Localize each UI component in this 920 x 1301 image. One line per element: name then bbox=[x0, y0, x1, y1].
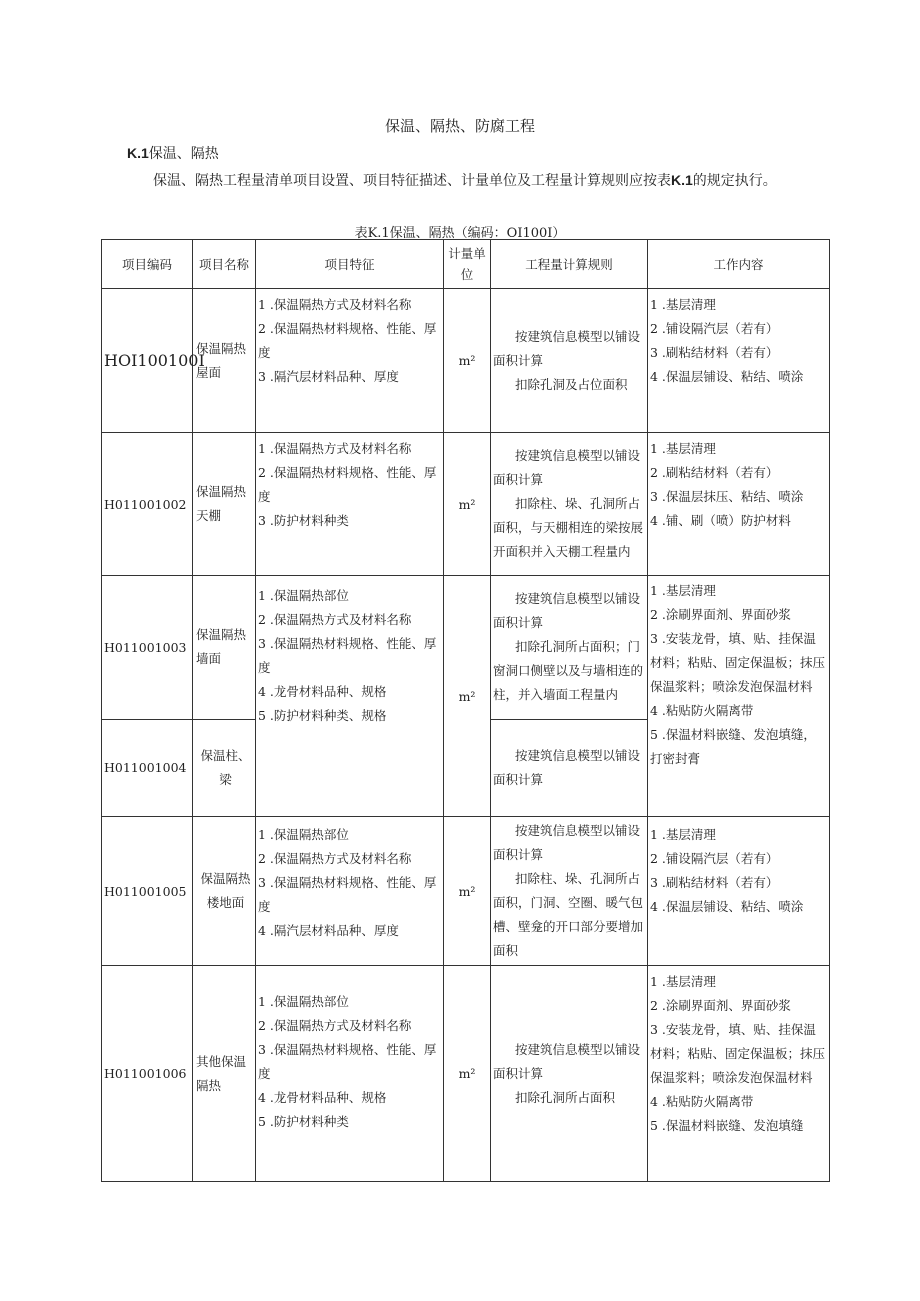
work-line: 3 .安装龙骨，填、贴、挂保温材料；粘贴、固定保温板；抹压保温浆料；喷涂发泡保温材料 bbox=[650, 631, 826, 694]
item-work bbox=[648, 817, 830, 966]
item-features bbox=[256, 289, 444, 433]
intro-paragraph bbox=[117, 168, 832, 194]
item-code: H011001006 bbox=[102, 966, 193, 1182]
work-line: 4 .粘贴防火隔离带 bbox=[650, 1093, 754, 1109]
item-unit: m² bbox=[444, 576, 491, 817]
feature-line: 1 .保温隔热部位 bbox=[258, 993, 349, 1009]
header-features: 项目特征 bbox=[256, 240, 444, 289]
work-line: 2 .铺设隔汽层（若有） bbox=[650, 850, 779, 866]
work-line: 5 .保温材料嵌缝、发泡填缝，打密封膏 bbox=[650, 727, 816, 766]
feature-line: 2 .保温隔热方式及材料名称 bbox=[258, 612, 412, 627]
rule-line: 扣除柱、垛、孔洞所占面积，与天棚相连的梁按展开面积并入天棚工程量内 bbox=[493, 496, 644, 559]
feature-line: 2 .保温隔热材料规格、性能、厚度 bbox=[258, 320, 437, 360]
header-unit: 计量单位 bbox=[444, 240, 491, 289]
item-name: 保温隔热楼地面 bbox=[193, 817, 256, 966]
work-line: 3 .刷粘结材料（若有） bbox=[650, 344, 779, 360]
item-name: 其他保温隔热 bbox=[193, 966, 256, 1182]
work-line: 5 .保温材料嵌缝、发泡填缝 bbox=[650, 1117, 804, 1133]
work-line: 3 .保温层抹压、粘结、喷涂 bbox=[650, 488, 804, 504]
item-name: 保温隔热墙面 bbox=[193, 576, 256, 720]
feature-line: 4 .龙骨材料品种、规格 bbox=[258, 1089, 387, 1105]
feature-line: 3 .保温隔热材料规格、性能、厚度 bbox=[258, 1041, 437, 1081]
work-line: 1 .基层清理 bbox=[650, 440, 716, 456]
work-line: 4 .粘贴防火隔离带 bbox=[650, 703, 754, 718]
rule-line: 扣除孔洞及占位面积 bbox=[515, 376, 628, 392]
header-rule: 工程量计算规则 bbox=[491, 240, 648, 289]
feature-line: 3 .保温隔热材料规格、性能、厚度 bbox=[258, 874, 437, 914]
item-features bbox=[256, 433, 444, 576]
item-unit: m² bbox=[444, 966, 491, 1182]
item-name: 保温隔热天棚 bbox=[193, 433, 256, 576]
item-rule bbox=[491, 433, 648, 576]
rule-line: 扣除孔洞所占面积；门窗洞口侧壁以及与墙相连的柱，并入墙面工程量内 bbox=[493, 639, 644, 703]
item-work bbox=[648, 966, 830, 1182]
work-line: 4 .铺、刷（喷）防护材料 bbox=[650, 512, 791, 528]
header-code: 项目编码 bbox=[102, 240, 193, 289]
rule-line: 按建筑信息模型以铺设面积计算 bbox=[493, 448, 641, 487]
feature-line: 1 .保温隔热部位 bbox=[258, 826, 349, 842]
item-rule bbox=[491, 289, 648, 433]
rule-line: 扣除柱、垛、孔洞所占面积，门洞、空圈、暖气包槽、壁龛的开口部分要增加面积 bbox=[493, 871, 644, 958]
feature-line: 2 .保温隔热材料规格、性能、厚度 bbox=[258, 464, 437, 504]
item-code: H011001004 bbox=[102, 719, 193, 816]
feature-line: 2 .保温隔热方式及材料名称 bbox=[258, 850, 412, 866]
feature-line: 3 .防护材料种类 bbox=[258, 512, 349, 528]
work-line: 4 .保温层铺设、粘结、喷涂 bbox=[650, 898, 804, 914]
feature-line: 4 .隔汽层材料品种、厚度 bbox=[258, 922, 399, 938]
work-line: 1 .基层清理 bbox=[650, 826, 716, 842]
item-code: H011001003 bbox=[102, 576, 193, 720]
item-name: 保温柱、梁 bbox=[193, 719, 256, 816]
work-line: 2 .涂刷界面剂、界面砂浆 bbox=[650, 607, 791, 622]
intro-text-1: 保温、隔热工程量清单项目设置、项目特征描述、计量单位及工程量计算规则应按表 bbox=[153, 173, 671, 189]
work-line: 2 .刷粘结材料（若有） bbox=[650, 464, 779, 480]
page-title: 保温、隔热、防腐工程 bbox=[384, 117, 535, 135]
feature-line: 3 .隔汽层材料品种、厚度 bbox=[258, 368, 399, 384]
table-row bbox=[102, 289, 830, 433]
section-label: 保温、隔热 bbox=[148, 146, 219, 162]
spec-table bbox=[101, 239, 830, 1182]
item-code: H011001002 bbox=[102, 433, 193, 576]
item-code: H011001005 bbox=[102, 817, 193, 966]
item-code: HOI100100I bbox=[102, 289, 193, 433]
feature-line: 4 .龙骨材料品种、规格 bbox=[258, 684, 387, 699]
item-rule bbox=[491, 817, 648, 966]
work-line: 3 .安装龙骨，填、贴、挂保温材料；粘贴、固定保温板；抹压保温浆料；喷涂发泡保温材料 bbox=[650, 1021, 826, 1085]
intro-text-2: 的规定执行。 bbox=[692, 173, 777, 189]
feature-line: 2 .保温隔热方式及材料名称 bbox=[258, 1017, 412, 1033]
work-line: 4 .保温层铺设、粘结、喷涂 bbox=[650, 368, 804, 384]
item-work bbox=[648, 433, 830, 576]
rule-line: 按建筑信息模型以铺设面积计算 bbox=[493, 823, 641, 862]
table-row bbox=[102, 576, 830, 720]
work-line: 2 .铺设隔汽层（若有） bbox=[650, 320, 779, 336]
item-unit: m² bbox=[444, 433, 491, 576]
feature-line: 1 .保温隔热部位 bbox=[258, 588, 349, 603]
item-rule bbox=[491, 719, 648, 816]
item-name: 保温隔热屋面 bbox=[193, 289, 256, 433]
item-unit: m² bbox=[444, 817, 491, 966]
section-heading bbox=[127, 143, 219, 163]
feature-line: 1 .保温隔热方式及材料名称 bbox=[258, 440, 412, 456]
work-line: 1 .基层清理 bbox=[650, 296, 716, 312]
rule-line: 按建筑信息模型以铺设面积计算 bbox=[493, 328, 641, 368]
feature-line: 3 .保温隔热材料规格、性能、厚度 bbox=[258, 636, 437, 675]
feature-line: 5 .防护材料种类 bbox=[258, 1113, 349, 1129]
work-line: 1 .基层清理 bbox=[650, 583, 716, 598]
rule-line: 扣除孔洞所占面积 bbox=[515, 1089, 616, 1105]
header-work: 工作内容 bbox=[648, 240, 830, 289]
work-line: 3 .刷粘结材料（若有） bbox=[650, 874, 779, 890]
work-line: 1 .基层清理 bbox=[650, 973, 716, 989]
feature-line: 5 .防护材料种类、规格 bbox=[258, 708, 387, 723]
intro-table-ref: K.1 bbox=[671, 172, 693, 188]
table-row bbox=[102, 966, 830, 1182]
item-work bbox=[648, 576, 830, 817]
item-work bbox=[648, 289, 830, 433]
table-header-row bbox=[102, 240, 830, 289]
table-row bbox=[102, 433, 830, 576]
item-rule bbox=[491, 576, 648, 720]
work-line: 2 .涂刷界面剂、界面砂浆 bbox=[650, 997, 791, 1013]
rule-line: 按建筑信息模型以铺设面积计算 bbox=[493, 591, 641, 631]
item-rule bbox=[491, 966, 648, 1182]
section-number: K.1 bbox=[127, 145, 149, 161]
rule-line: 按建筑信息模型以铺设面积计算 bbox=[493, 747, 641, 787]
item-unit: m² bbox=[444, 289, 491, 433]
table-row bbox=[102, 817, 830, 966]
header-name: 项目名称 bbox=[193, 240, 256, 289]
feature-line: 1 .保温隔热方式及材料名称 bbox=[258, 296, 412, 312]
item-features bbox=[256, 817, 444, 966]
item-features bbox=[256, 966, 444, 1182]
item-features bbox=[256, 576, 444, 817]
table-caption: 表K.1保温、隔热（编码：OI100I） bbox=[354, 226, 566, 241]
rule-line: 按建筑信息模型以铺设面积计算 bbox=[493, 1041, 641, 1081]
